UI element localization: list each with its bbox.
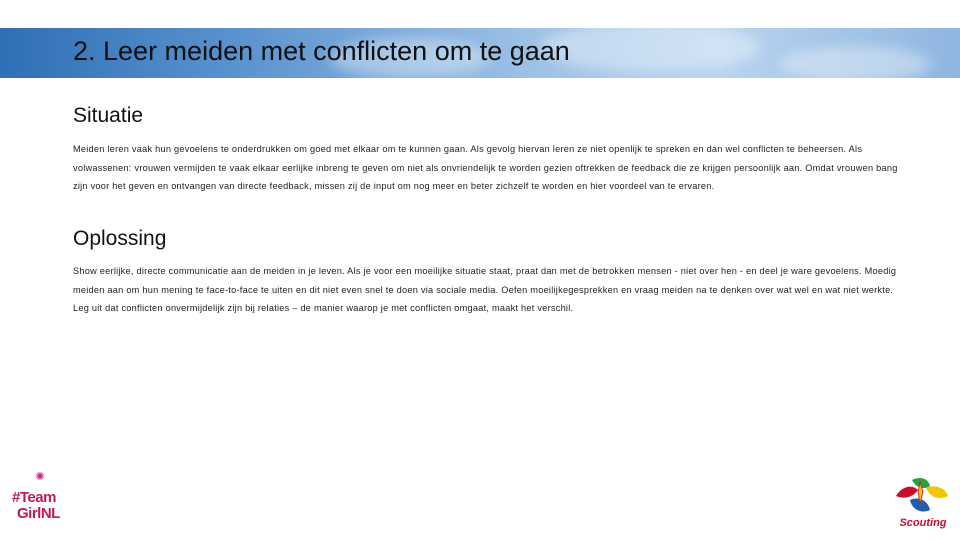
team-logo-line1: #Team bbox=[12, 489, 56, 506]
cloud-decoration bbox=[540, 28, 760, 72]
section-body-oplossing: Show eerlijke, directe communicatie aan de meiden in je leven. Als je voor een moeilijke situatie staat, praat dan met de betrokken mensen - niet over hen - en deel je ware gevoelens. Moedig meiden aan om hun mening te face-to-face te uiten en dit niet even snel te doen via sociale media. Oefen moeilijkegesprekken en vraag meiden na te denken over wat wel en wat niet werkte. Leg uit dat conflicten onvermijdelijk zijn bij relaties – de manier waarop je met conflicten omgaat, maakt het verschil. bbox=[73, 266, 897, 313]
section-heading-situatie: Situatie bbox=[73, 104, 144, 127]
page-title: 2. Leer meiden met conflicten om te gaan bbox=[73, 36, 570, 66]
section-heading-oplossing: Oplossing bbox=[73, 227, 167, 250]
scouting-logo bbox=[888, 474, 954, 534]
star-cluster-icon: ✺ bbox=[35, 471, 45, 483]
team-girl-nl-logo bbox=[12, 470, 68, 526]
cloud-decoration bbox=[780, 46, 930, 78]
scouting-wordmark: Scouting bbox=[899, 517, 947, 529]
lily-emblem-icon bbox=[892, 474, 952, 516]
section-body-situatie: Meiden leren vaak hun gevoelens te onderdrukken om goed met elkaar om te kunnen gaan. Als gevolg hiervan leren ze niet openlijk te spreken en dan wel conflicten te beheersen. Als volwassenen: vrouwen vermijden te vaak elkaar eerlijke inbreng te geven om niet als onvriendelijk te worden gezien oftrekken de feedback die ze krijgen persoonlijk aan. Omdat vrouwen bang zijn voor het geven en ontvangen van directe feedback, missen zij de input om nog meer en beter zichzelf te worden en hier voordeel van te ervaren. bbox=[73, 144, 898, 191]
team-logo-line2: GirlNL bbox=[17, 505, 60, 522]
